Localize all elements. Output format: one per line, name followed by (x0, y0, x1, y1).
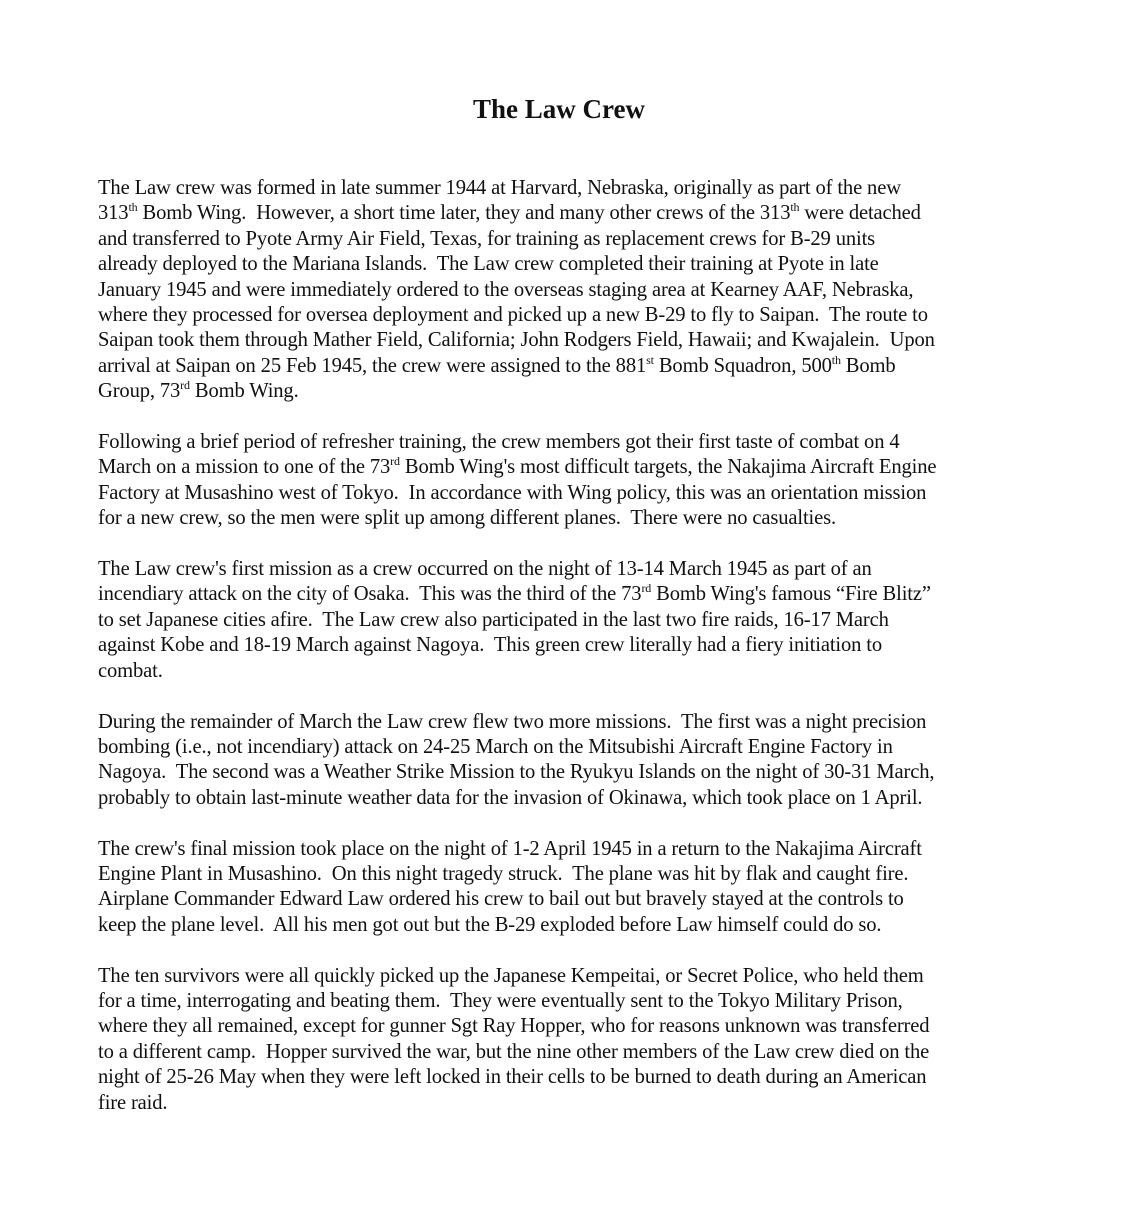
text-line: to set Japanese cities afire. The Law crew also participated in the last two fire raids, 16-17 March (98, 608, 889, 631)
text-line: March on a mission to one of the 73rd Bomb Wing's most difficult targets, the Nakajima Aircraft Engine (98, 454, 937, 479)
text-line: to a different camp. Hopper survived the war, but the nine other members of the Law crew died on the (98, 1040, 930, 1063)
text-line: combat. (98, 659, 163, 682)
text-line: The ten survivors were all quickly picked up the Japanese Kempeitai, or Secret Police, who held them (98, 964, 924, 987)
paragraph (98, 176, 1038, 405)
paragraph (98, 430, 1038, 532)
paragraph (98, 557, 1038, 684)
text-line: The crew's final mission took place on the night of 1-2 April 1945 in a return to the Nakajima Aircraft (98, 837, 922, 860)
text-line: where they all remained, except for gunner Sgt Ray Hopper, who for reasons unknown was transferred (98, 1015, 930, 1038)
text-line: fire raid. (98, 1091, 168, 1114)
ordinal-suffix: rd (641, 581, 652, 596)
text-line: incendiary attack on the city of Osaka. This was the third of the 73rd Bomb Wing's famous “Fire Blitz” (98, 581, 931, 606)
ordinal-suffix: th (790, 200, 800, 215)
ordinal-suffix: rd (390, 454, 400, 469)
ordinal-suffix: th (128, 200, 138, 215)
text-line: 313th Bomb Wing. However, a short time later, they and many other crews of the 313th were detached (98, 200, 921, 225)
text-line: Following a brief period of refresher training, the crew members got their first taste of combat on 4 (98, 431, 900, 454)
document-title: The Law Crew (473, 94, 645, 124)
text-line: During the remainder of March the Law crew flew two more missions. The first was a night precision (98, 710, 927, 733)
text-line: The Law crew's first mission as a crew occurred on the night of 13-14 March 1945 as part of an (98, 558, 872, 581)
text-line: January 1945 and were immediately ordered to the overseas staging area at Kearney AAF, Nebraska, (98, 278, 914, 301)
paragraph (98, 964, 1038, 1116)
text-line: Group, 73rd Bomb Wing. (98, 378, 299, 403)
text-line: against Kobe and 18-19 March against Nagoya. This green crew literally had a fiery initiation to (98, 634, 882, 657)
text-line: for a new crew, so the men were split up among different planes. There were no casualties. (98, 507, 836, 530)
text-line: for a time, interrogating and beating them. They were eventually sent to the Tokyo Military Prison, (98, 990, 903, 1013)
text-line: bombing (i.e., not incendiary) attack on 24-25 March on the Mitsubishi Aircraft Engine Factory in (98, 735, 893, 758)
text-line: keep the plane level. All his men got out but the B-29 exploded before Law himself could do so. (98, 913, 882, 936)
text-line: Engine Plant in Musashino. On this night tragedy struck. The plane was hit by flak and caught fire. (98, 862, 909, 885)
text-line: already deployed to the Mariana Islands. The Law crew completed their training at Pyote in late (98, 253, 879, 276)
text-line: Airplane Commander Edward Law ordered his crew to bail out but bravely stayed at the controls to (98, 888, 904, 911)
text-line: and transferred to Pyote Army Air Field, Texas, for training as replacement crews for B-29 units (98, 227, 876, 250)
text-line: probably to obtain last-minute weather data for the invasion of Okinawa, which took place on 1 April. (98, 786, 923, 809)
ordinal-suffix: st (646, 352, 654, 367)
ordinal-suffix: rd (180, 378, 190, 393)
text-line: Nagoya. The second was a Weather Strike Mission to the Ryukyu Islands on the night of 30-31 March, (98, 761, 935, 784)
text-line: Saipan took them through Mather Field, California; John Rodgers Field, Hawaii; and Kwajalein. Upon (98, 329, 935, 352)
paragraph (98, 710, 1038, 812)
text-line: Factory at Musashino west of Tokyo. In accordance with Wing policy, this was an orientation mission (98, 481, 927, 504)
paragraph (98, 837, 1038, 939)
text-line: night of 25-26 May when they were left locked in their cells to be burned to death during an American (98, 1066, 927, 1089)
text-line: arrival at Saipan on 25 Feb 1945, the crew were assigned to the 881st Bomb Squadron, 500th Bomb (98, 352, 896, 377)
ordinal-suffix: th (831, 352, 841, 367)
document-body (98, 176, 1038, 1142)
text-line: The Law crew was formed in late summer 1944 at Harvard, Nebraska, originally as part of the new (98, 177, 901, 199)
text-line: where they processed for oversea deployment and picked up a new B-29 to fly to Saipan. The route to (98, 303, 928, 326)
